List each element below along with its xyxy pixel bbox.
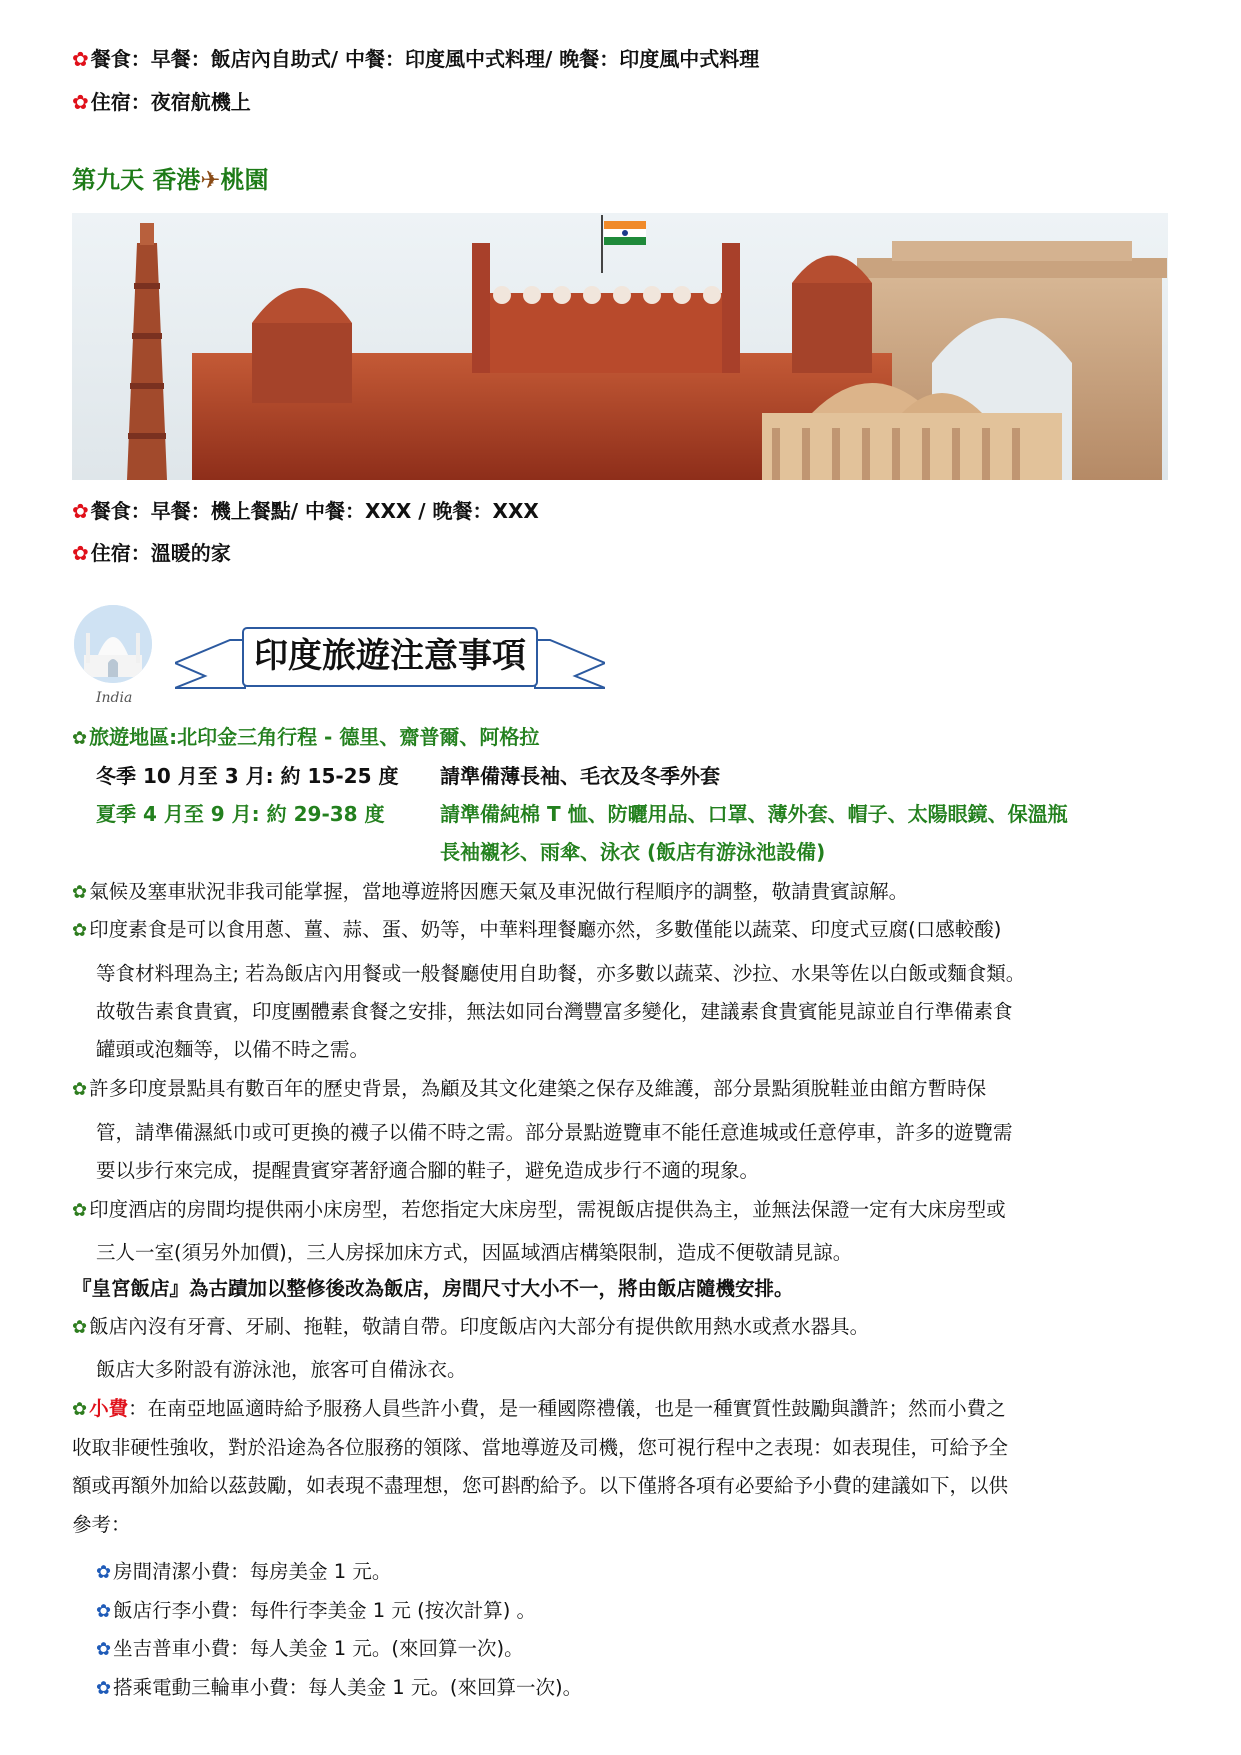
red-flower-icon: ✿ — [72, 541, 89, 565]
tip-label: 小費 — [89, 1397, 129, 1420]
green-flower-icon: ✿ — [72, 1079, 88, 1100]
amenities-note-2: 飯店大多附設有游泳池，旅客可自備泳衣。 — [96, 1358, 467, 1381]
notice-title-ribbon — [175, 618, 605, 698]
veg-note-4: 罐頭或泡麵等，以備不時之需。 — [96, 1038, 370, 1061]
palace-hotel-note: 『皇宮飯店』為古蹟加以整修後改為飯店，房間尺寸大小不一，將由飯店隨機安排。 — [72, 1277, 794, 1300]
blue-flower-icon: ✿ — [96, 1678, 112, 1699]
notice-title: 印度旅遊注意事項 — [254, 636, 526, 676]
hotel-note-1: ✿ 印度酒店的房間均提供兩小床房型，若您指定大床房型，需視飯店提供為主，並無法保證一定有大床房型或 — [72, 1198, 1006, 1221]
winter-advice: 請準備薄長袖、毛衣及冬季外套 — [440, 764, 720, 788]
tip-note-2: 收取非硬性強收，對於沿途為各位服務的領隊、當地導遊及司機，您可視行程中之表現：如表現佳，可給予全 — [72, 1436, 1009, 1459]
sites-note-1: ✿ 許多印度景點具有數百年的歷史背景，為顧及其文化建築之保存及維護，部分景點須脫鞋並由館方暫時保 — [72, 1077, 987, 1100]
day9-title: 第九天 香港✈桃園 — [72, 166, 269, 194]
green-flower-icon: ✿ — [72, 882, 88, 903]
amenities-note-1: ✿ 飯店內沒有牙膏、牙刷、拖鞋，敬請自帶。印度飯店內大部分有提供飲用熱水或煮水器具。 — [72, 1315, 870, 1338]
green-flower-icon: ✿ — [72, 1399, 88, 1420]
blue-flower-icon: ✿ — [96, 1562, 112, 1583]
veg-note-1: ✿ 印度素食是可以食用蔥、薑、蒜、蛋、奶等，中華料理餐廳亦然，多數僅能以蔬菜、印度式豆腐(口感較酸) — [72, 918, 1002, 941]
hotel-note-2: 三人一室(須另外加價)，三人房採加床方式，因區域酒店構築限制，造成不便敬請見諒。 — [96, 1241, 853, 1264]
winter-line: 冬季 10 月至 3 月: 約 15-25 度 — [96, 764, 399, 788]
region-line: ✿ 旅遊地區:北印金三角行程 - 德里、齋普爾、阿格拉 — [72, 725, 540, 749]
tip-note-3: 額或再額外加給以茲鼓勵，如表現不盡理想，您可斟酌給予。以下僅將各項有必要給予小費的建議如下，以供 — [72, 1474, 1009, 1497]
red-flower-icon: ✿ — [72, 90, 89, 114]
day9-stay-line: ✿ 住宿：溫暖的家 — [72, 541, 231, 565]
day9-meal-line: ✿ 餐食：早餐：機上餐點/ 中餐：XXX / 晚餐：XXX — [72, 499, 539, 523]
india-monuments-banner — [72, 213, 1168, 480]
green-flower-icon: ✿ — [72, 920, 88, 941]
tip-item: ✿ 飯店行李小費：每件行李美金 1 元 (按次計算) 。 — [96, 1599, 537, 1622]
green-flower-icon: ✿ — [72, 1317, 88, 1338]
green-flower-icon: ✿ — [72, 1200, 88, 1221]
day8-stay-line: ✿ 住宿：夜宿航機上 — [72, 90, 251, 114]
tip-item: ✿ 房間清潔小費：每房美金 1 元。 — [96, 1560, 392, 1583]
day8-meal-line: ✿ 餐食：早餐：飯店內自助式/ 中餐：印度風中式料理/ 晚餐：印度風中式料理 — [72, 47, 760, 71]
tip-item: ✿ 搭乘電動三輪車小費：每人美金 1 元。(來回算一次)。 — [96, 1676, 583, 1699]
red-flower-icon: ✿ — [72, 47, 89, 71]
veg-note-3: 故敬告素食貴賓，印度團體素食餐之安排，無法如同台灣豐富多變化，建議素食貴賓能見諒並自行準備素食 — [96, 1000, 1013, 1023]
veg-note-2: 等食材料理為主; 若為飯店內用餐或一般餐廳使用自助餐，亦多數以蔬菜、沙拉、水果等佐以白飯或麵食類。 — [96, 962, 1026, 985]
summer-line: 夏季 4 月至 9 月: 約 29-38 度 — [96, 802, 385, 826]
summer-advice-1: 請準備純棉 T 恤、防曬用品、口罩、薄外套、帽子、太陽眼鏡、保溫瓶 — [440, 802, 1068, 826]
plane-icon: ✈ — [200, 166, 221, 194]
sites-note-3: 要以步行來完成，提醒貴賓穿著舒適合腳的鞋子，避免造成步行不適的現象。 — [96, 1159, 760, 1182]
red-flower-icon: ✿ — [72, 499, 89, 523]
taj-mahal-badge-icon — [74, 605, 152, 683]
blue-flower-icon: ✿ — [96, 1601, 112, 1622]
badge-caption: India — [96, 690, 133, 706]
tip-item: ✿ 坐吉普車小費：每人美金 1 元。(來回算一次)。 — [96, 1637, 524, 1660]
green-flower-icon: ✿ — [72, 728, 88, 749]
blue-flower-icon: ✿ — [96, 1639, 112, 1660]
tip-note-4: 參考： — [72, 1513, 131, 1536]
weather-note: ✿ 氣候及塞車狀況非我司能掌握，當地導遊將因應天氣及車況做行程順序的調整，敬請貴賓諒解。 — [72, 880, 909, 903]
summer-advice-2: 長袖襯衫、雨傘、泳衣 (飯店有游泳池設備) — [440, 840, 826, 864]
sites-note-2: 管，請準備濕紙巾或可更換的襪子以備不時之需。部分景點遊覽車不能任意進城或任意停車，許多的遊覽需 — [96, 1121, 1013, 1144]
tip-note-1: ✿ 小費：在南亞地區適時給予服務人員些許小費，是一種國際禮儀，也是一種實質性鼓勵與讚許；然而小費之 — [72, 1397, 1006, 1420]
